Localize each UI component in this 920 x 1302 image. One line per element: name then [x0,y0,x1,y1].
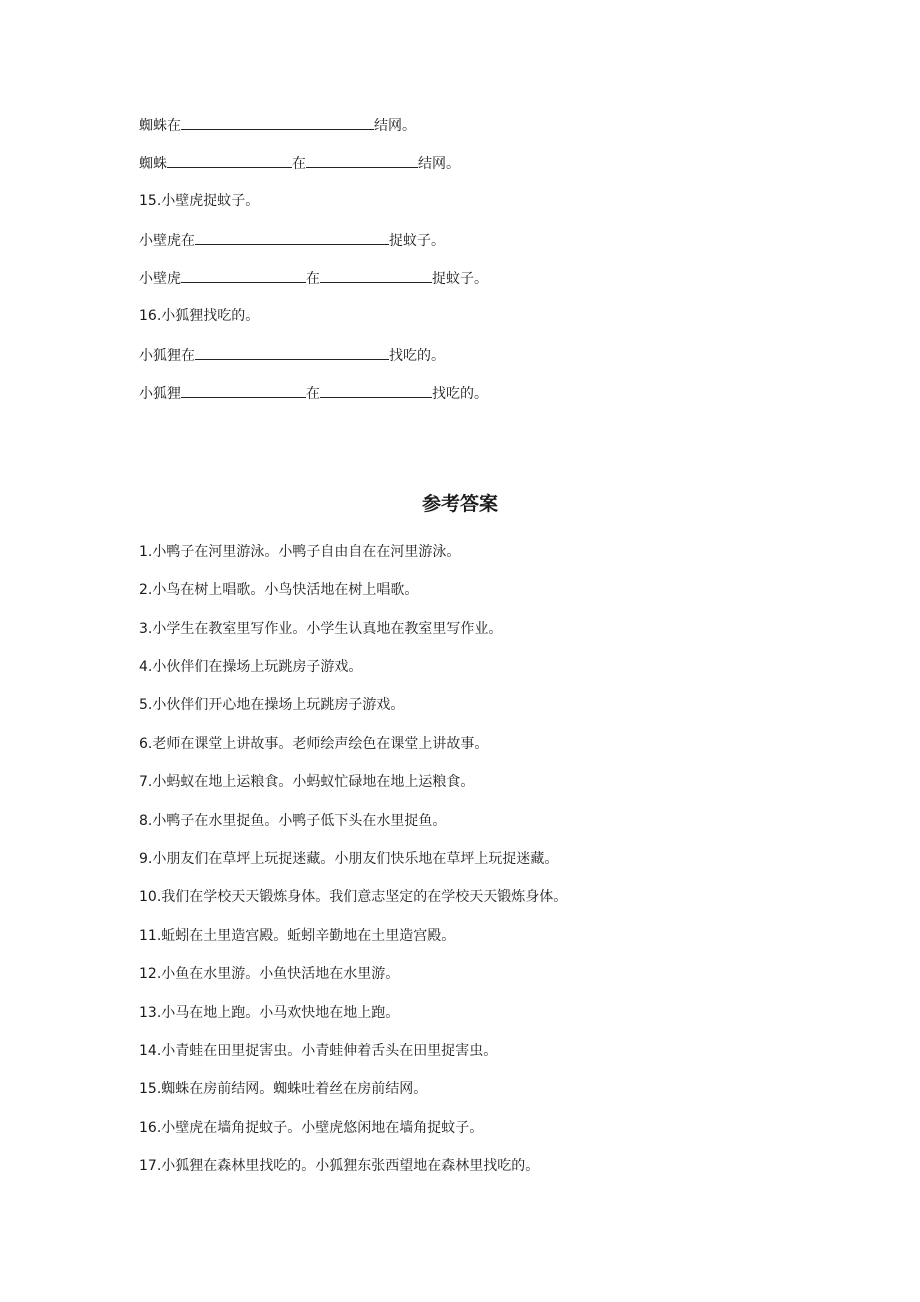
exercise-question-16: 16.小狐狸找吃的。 [139,308,260,324]
line-text: 小壁虎在 [139,233,195,249]
fill-blank[interactable] [195,230,389,245]
answer-item: 6.老师在课堂上讲故事。老师绘声绘色在课堂上讲故事。 [139,736,489,752]
line-text: 结网。 [374,118,416,134]
line-text: 结网。 [418,156,460,172]
answer-item: 16.小壁虎在墙角捉蚊子。小壁虎悠闲地在墙角捉蚊子。 [139,1120,484,1136]
line-text: 捉蚊子。 [389,233,445,249]
line-text: 捉蚊子。 [432,271,488,287]
line-text: 在 [292,156,306,172]
answer-item: 10.我们在学校天天锻炼身体。我们意志坚定的在学校天天锻炼身体。 [139,889,568,905]
fill-blank[interactable] [306,153,418,168]
line-text: 蜘蛛在 [139,118,181,134]
fill-blank[interactable] [195,345,389,360]
answer-item: 7.小蚂蚁在地上运粮食。小蚂蚁忙碌地在地上运粮食。 [139,774,475,790]
answer-item: 3.小学生在教室里写作业。小学生认真地在教室里写作业。 [139,621,503,637]
answers-title: 参考答案 [421,493,498,515]
line-text: 找吃的。 [389,348,445,364]
line-text: 小狐狸在 [139,348,195,364]
answer-item: 11.蚯蚓在土里造宫殿。蚯蚓辛勤地在土里造宫殿。 [139,928,456,944]
line-text: 小狐狸 [139,386,181,402]
exercise-line-8 [139,383,488,404]
answer-item: 4.小伙伴们在操场上玩跳房子游戏。 [139,659,363,675]
answer-item: 14.小青蛙在田里捉害虫。小青蛙伸着舌头在田里捉害虫。 [139,1043,498,1059]
answer-item: 12.小鱼在水里游。小鱼快活地在水里游。 [139,966,400,982]
line-text: 小壁虎 [139,271,181,287]
answer-item: 13.小马在地上跑。小马欢快地在地上跑。 [139,1005,400,1021]
exercise-line-5 [139,268,488,289]
fill-blank[interactable] [181,115,374,130]
answer-item: 15.蜘蛛在房前结网。蜘蛛吐着丝在房前结网。 [139,1081,428,1097]
line-text: 蜘蛛 [139,156,167,172]
line-text: 找吃的。 [432,386,488,402]
exercise-line-4 [139,230,445,251]
answer-item: 2.小鸟在树上唱歌。小鸟快活地在树上唱歌。 [139,582,419,598]
exercise-question-15: 15.小壁虎捉蚊子。 [139,193,260,209]
answer-item: 17.小狐狸在森林里找吃的。小狐狸东张西望地在森林里找吃的。 [139,1158,540,1174]
fill-blank[interactable] [181,268,306,283]
fill-blank[interactable] [181,383,306,398]
exercise-line-2 [139,153,460,174]
line-text: 在 [306,386,320,402]
answer-item: 9.小朋友们在草坪上玩捉迷藏。小朋友们快乐地在草坪上玩捉迷藏。 [139,851,559,867]
exercise-line-1 [139,115,416,136]
fill-blank[interactable] [167,153,292,168]
exercise-line-7 [139,345,445,366]
line-text: 在 [306,271,320,287]
fill-blank[interactable] [320,268,432,283]
answer-item: 8.小鸭子在水里捉鱼。小鸭子低下头在水里捉鱼。 [139,813,447,829]
fill-blank[interactable] [320,383,432,398]
answer-item: 1.小鸭子在河里游泳。小鸭子自由自在在河里游泳。 [139,544,461,560]
answer-item: 5.小伙伴们开心地在操场上玩跳房子游戏。 [139,697,405,713]
